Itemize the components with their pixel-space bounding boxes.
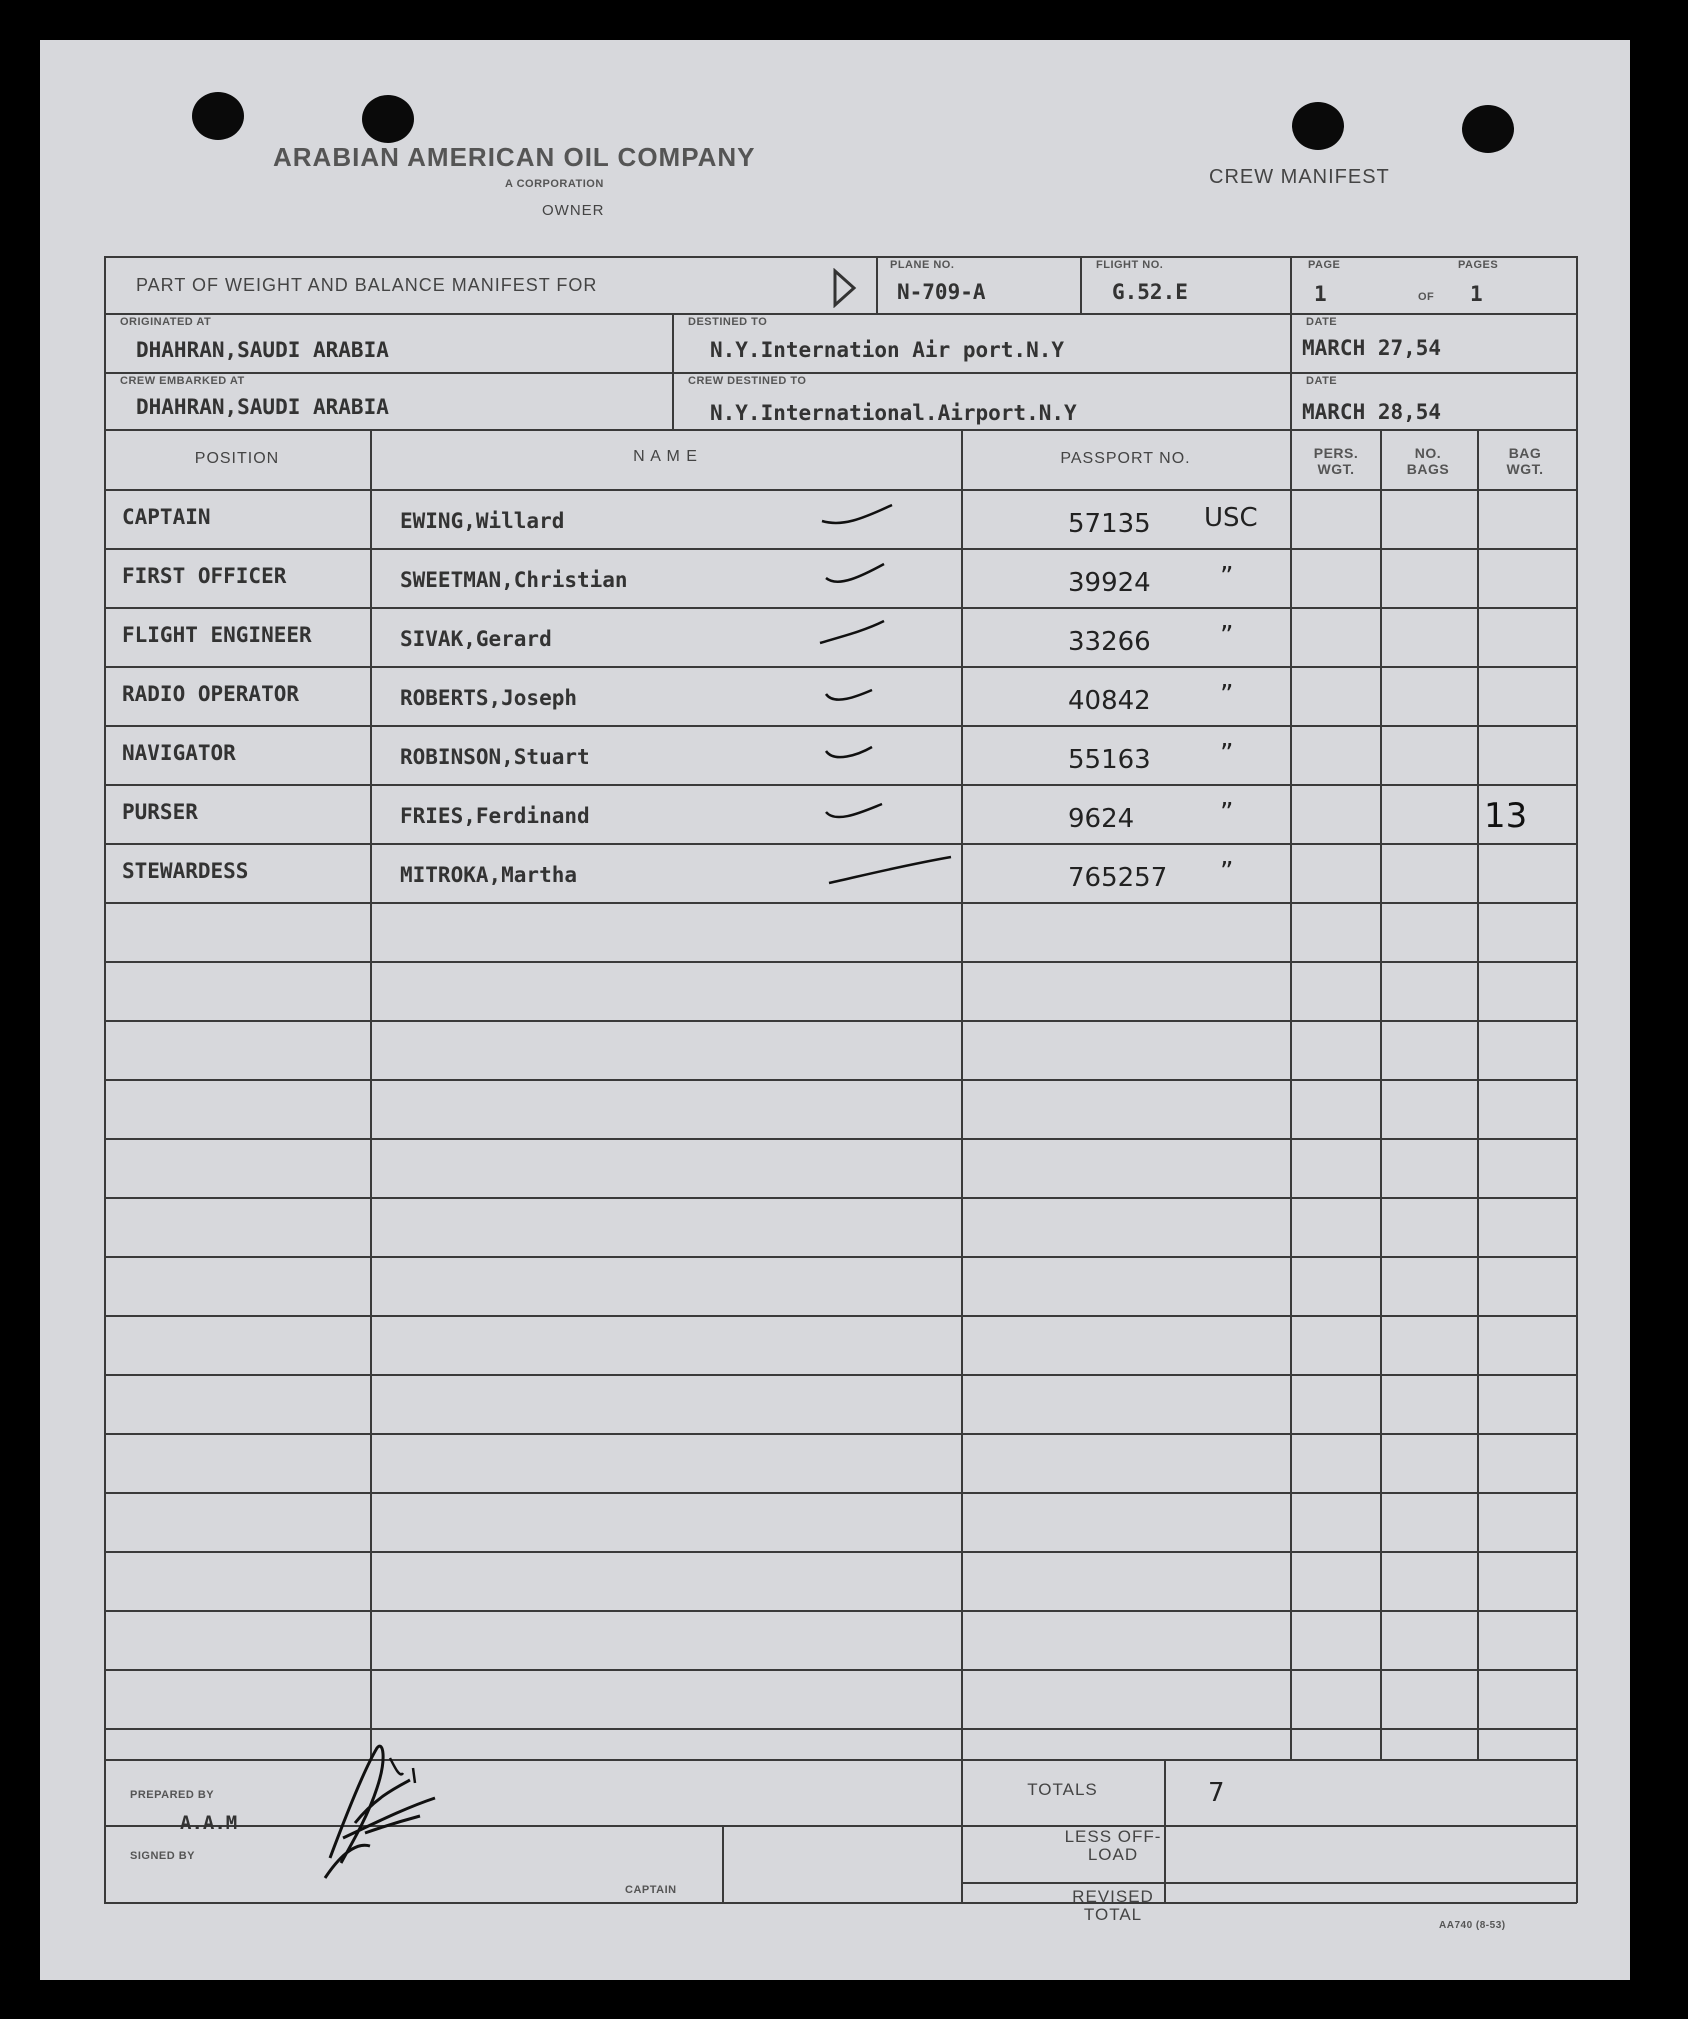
check-mark-icon	[812, 794, 942, 830]
punch-hole-4	[1462, 105, 1514, 153]
crew-passport-note: ”	[1220, 621, 1234, 651]
crew-name: ROBINSON,Stuart	[400, 745, 590, 769]
crew-position: PURSER	[122, 800, 198, 824]
document-title: CREW MANIFEST	[1209, 166, 1390, 188]
originated-label: ORIGINATED AT	[120, 316, 212, 328]
manifest-sheet	[40, 40, 1630, 1980]
plane-no-value: N-709-A	[897, 280, 986, 304]
flight-no-label: FLIGHT NO.	[1096, 259, 1164, 271]
embarked-label: CREW EMBARKED AT	[120, 375, 245, 387]
check-mark-icon	[812, 499, 942, 535]
crew-name: EWING,Willard	[400, 509, 565, 533]
col-position-header: POSITION	[194, 450, 280, 467]
crew-passport: 33266	[1068, 627, 1151, 657]
crew-position: RADIO OPERATOR	[122, 682, 300, 706]
crew-passport: 9624	[1068, 804, 1135, 834]
crew-destined-label: CREW DESTINED TO	[688, 375, 807, 387]
owner-label: OWNER	[542, 202, 605, 219]
flight-no-value: G.52.E	[1112, 280, 1188, 304]
crew-destined-value: N.Y.International.Airport.N.Y	[710, 401, 1077, 425]
crew-position: FIRST OFFICER	[122, 564, 287, 588]
crew-passport-note: ”	[1220, 739, 1234, 769]
signed-by-label: SIGNED BY	[130, 1850, 196, 1862]
part-of-label: PART OF WEIGHT AND BALANCE MANIFEST FOR	[136, 275, 598, 295]
crew-name: SWEETMAN,Christian	[400, 568, 628, 592]
crew-position: FLIGHT ENGINEER	[122, 623, 312, 647]
col-no-bags-header: NO. BAGS	[1406, 445, 1450, 477]
punch-hole-3	[1292, 102, 1344, 150]
crew-passport: 57135	[1068, 509, 1151, 539]
of-label: OF	[1418, 291, 1435, 303]
crew-position: NAVIGATOR	[122, 741, 236, 765]
revised-total-label: REVISED TOTAL	[1072, 1887, 1154, 1924]
date1-label: DATE	[1306, 316, 1338, 328]
arrow-icon	[832, 268, 858, 308]
crew-passport: 55163	[1068, 745, 1151, 775]
punch-hole-1	[192, 92, 244, 140]
prepared-by-value: A.A.M	[180, 1812, 238, 1834]
crew-bag-wgt: 13	[1484, 796, 1528, 836]
crew-position: CAPTAIN	[122, 505, 211, 529]
crew-passport-note: ”	[1220, 562, 1234, 592]
crew-passport: 39924	[1068, 568, 1151, 598]
form-number: AA740 (8-53)	[1439, 1920, 1506, 1931]
check-mark-icon	[812, 676, 942, 712]
check-mark-icon	[812, 735, 942, 771]
less-offload-label: LESS OFF-LOAD	[1064, 1827, 1162, 1864]
crew-passport-note: ”	[1220, 798, 1234, 828]
crew-name: MITROKA,Martha	[400, 863, 578, 887]
crew-passport-note: ”	[1220, 857, 1234, 887]
check-mark-icon	[812, 617, 942, 653]
crew-name: SIVAK,Gerard	[400, 627, 552, 651]
corporation-label: A CORPORATION	[505, 178, 604, 190]
crew-passport: 765257	[1068, 863, 1168, 893]
plane-no-label: PLANE NO.	[890, 259, 955, 271]
prepared-by-label: PREPARED BY	[130, 1789, 215, 1801]
date1-value: MARCH 27,54	[1302, 336, 1442, 360]
destined-value: N.Y.Internation Air port.N.Y	[710, 338, 1065, 362]
col-bag-wgt-header: BAG WGT.	[1506, 445, 1544, 477]
company-name: ARABIAN AMERICAN OIL COMPANY	[273, 142, 756, 172]
crew-name: ROBERTS,Joseph	[400, 686, 578, 710]
col-name-header: N A M E	[633, 448, 698, 465]
crew-passport-note: ”	[1220, 680, 1234, 710]
page-value: 1	[1314, 282, 1327, 306]
pages-label: PAGES	[1458, 259, 1499, 271]
totals-label: TOTALS	[1027, 1780, 1098, 1799]
crew-name: FRIES,Ferdinand	[400, 804, 590, 828]
signature	[285, 1728, 455, 1888]
date2-label: DATE	[1306, 375, 1338, 387]
destined-label: DESTINED TO	[688, 316, 768, 328]
punch-hole-2	[362, 95, 414, 143]
check-mark-icon	[812, 558, 942, 594]
pages-value: 1	[1470, 282, 1483, 306]
col-pers-wgt-header: PERS. WGT.	[1313, 445, 1359, 477]
col-passport-header: PASSPORT NO.	[1060, 450, 1191, 467]
crew-passport-note: USC	[1204, 503, 1258, 533]
embarked-value: DHAHRAN,SAUDI ARABIA	[136, 395, 389, 419]
totals-value: 7	[1208, 1778, 1225, 1808]
check-mark-icon	[825, 853, 955, 889]
date2-value: MARCH 28,54	[1302, 400, 1442, 424]
crew-passport: 40842	[1068, 686, 1151, 716]
crew-position: STEWARDESS	[122, 859, 249, 883]
page-label: PAGE	[1308, 259, 1341, 271]
originated-value: DHAHRAN,SAUDI ARABIA	[136, 338, 389, 362]
captain-label: CAPTAIN	[625, 1884, 677, 1896]
